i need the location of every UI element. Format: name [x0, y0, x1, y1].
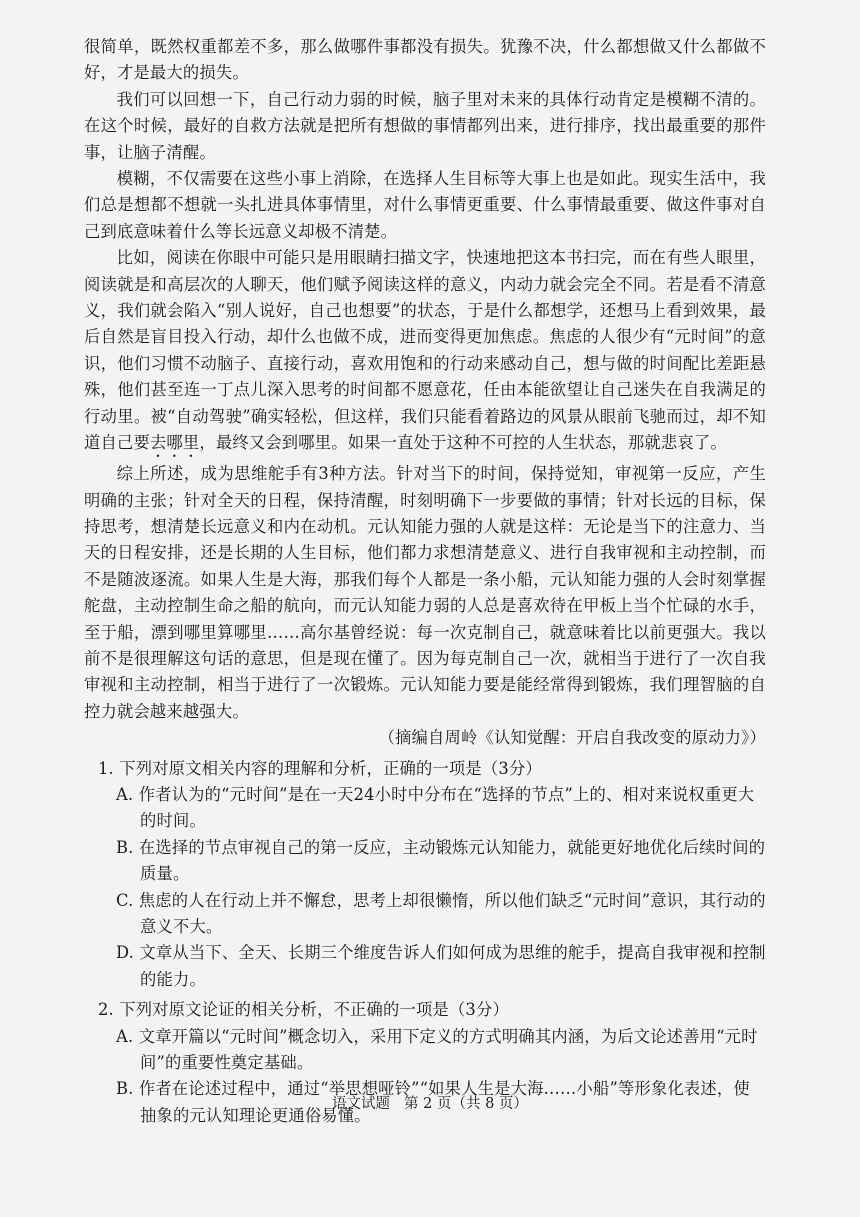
paragraph-4-text-b: ，最终又会到哪里。如果一直处于这种不可控的人生状态，那就悲哀了。 — [199, 433, 727, 453]
paragraph-1: 很简单，既然权重都差不多，那么做哪件事都没有损失。犹豫不决，什么都想做又什么都做不好，才是最大的损失。 — [84, 37, 766, 83]
question-1-option-c: C. 焦虑的人在行动上并不懈怠，思考上却很懒惰，所以他们缺乏“元时间”意识，其行动的意义不大。 — [116, 890, 766, 936]
passage-content — [84, 34, 766, 1129]
page-footer — [0, 1092, 860, 1113]
paragraph-5: 综上所述，成为思维舵手有3种方法。针对当下的时间，保持觉知，审视第一反应，产生明确的主张；针对全天的日程，保持清醒，时刻明确下一步要做的事情；针对长远的目标，保持思考，想清楚长远意义和内在动机。元认知能力强的人就是这样：无论是当下的注意力、当天的日程安排，还是长期的人生目标，他们都力求想清楚意义、进行自我审视和主动控制，而不是随波逐流。如果人生是大海，那我们每个人都是一条小船，元认知能力强的人会时刻掌握舵盘，主动控制生命之船的航向，而元认知能力弱的人总是喜欢待在甲板上当个忙碌的水手，至于船，漂到哪里算哪里……高尔基曾经说：每一次克制自己，就意味着比以前更强大。我以前不是很理解这句话的意思，但是现在懂了。因为每克制自己一次，就相当于进行了一次自我审视和主动控制，相当于进行了一次锻炼。元认知能力要是能经常得到锻炼，我们理智脑的自控力就会越来越强大。 — [84, 464, 766, 721]
question-2-option-b: B. 作者在论述过程中，通过“举思想哑铃”“如果人生是大海……小船”等形象化表述，使抽象的元认知理论更通俗易懂。 — [116, 1079, 750, 1125]
footer-subject: 语文试题 — [332, 1096, 391, 1112]
question-1-option-d: D. 文章从当下、全天、长期三个维度告诉人们如何成为思维的舵手，提高自我审视和控制的能力。 — [116, 943, 766, 989]
footer-page-number: 第 2 页（共 8 页） — [404, 1096, 528, 1112]
question-1-stem: 1. 下列对原文相关内容的理解和分析，正确的一项是（3分） — [98, 758, 542, 778]
question-1-option-b: B. 在选择的节点审视自己的第一反应，主动锻炼元认知能力，就能更好地优化后续时间的质量。 — [116, 837, 766, 884]
question-2-option-a: A. 文章开篇以“元时间”概念切入，采用下定义的方式明确其内涵，为后文论述善用“元时间”的重要性奠定基础。 — [116, 1026, 758, 1073]
paragraph-4 — [84, 245, 766, 461]
source-citation: （摘编自周岭《认知觉醒：开启自我改变的原动力》） — [378, 728, 766, 748]
question-2-stem: 2. 下列对原文论证的相关分析，不正确的一项是（3分） — [98, 1000, 509, 1020]
paragraph-3: 模糊，不仅需要在这些小事上消除，在选择人生目标等大事上也是如此。现实生活中，我们总是想都不想就一头扎进具体事情里，对什么事情更重要、什么事情最重要、做这件事对自己到底意味着什么等长远意义却极不清楚。 — [84, 169, 766, 241]
paragraph-2: 我们可以回想一下，自己行动力弱的时候，脑子里对未来的具体行动肯定是模糊不清的。在这个时候，最好的自救方法就是把所有想做的事情都列出来，进行排序，找出最重要的那件事，让脑子清醒。 — [84, 89, 766, 162]
emphasized-text: 去哪里 — [149, 433, 200, 453]
question-1-option-a: A. 作者认为的“元时间”是在一天24小时中分布在“选择的节点”上的、相对来说权重更大的时间。 — [116, 784, 755, 831]
paragraph-4-text-a: 比如，阅读在你眼中可能只是用眼睛扫描文字，快速地把这本书扫完，而在有些人眼里，阅读就是和高层次的人聊天，他们赋予阅读这样的意义，内动力就会完全不同。若是看不清意义，我们就会陷入“别人说好，自己也想要”的状态，于是什么都想学，还想马上看到效果，最后自然是盲目投入行动，却什么也做不成，进而变得更加焦虑。焦虑的人很少有“元时间”的意识，他们习惯不动脑子、直接行动，喜欢用饱和的行动来感动自己，想与做的时间配比差距悬殊，他们甚至连一丁点儿深入思考的时间都不愿意花，任由本能欲望让自己迷失在自我满足的行动里。被“自动驾驶”确实轻松，但这样，我们只能看着路边的风景从眼前飞驰而过，却不知道自己要 — [84, 248, 766, 453]
